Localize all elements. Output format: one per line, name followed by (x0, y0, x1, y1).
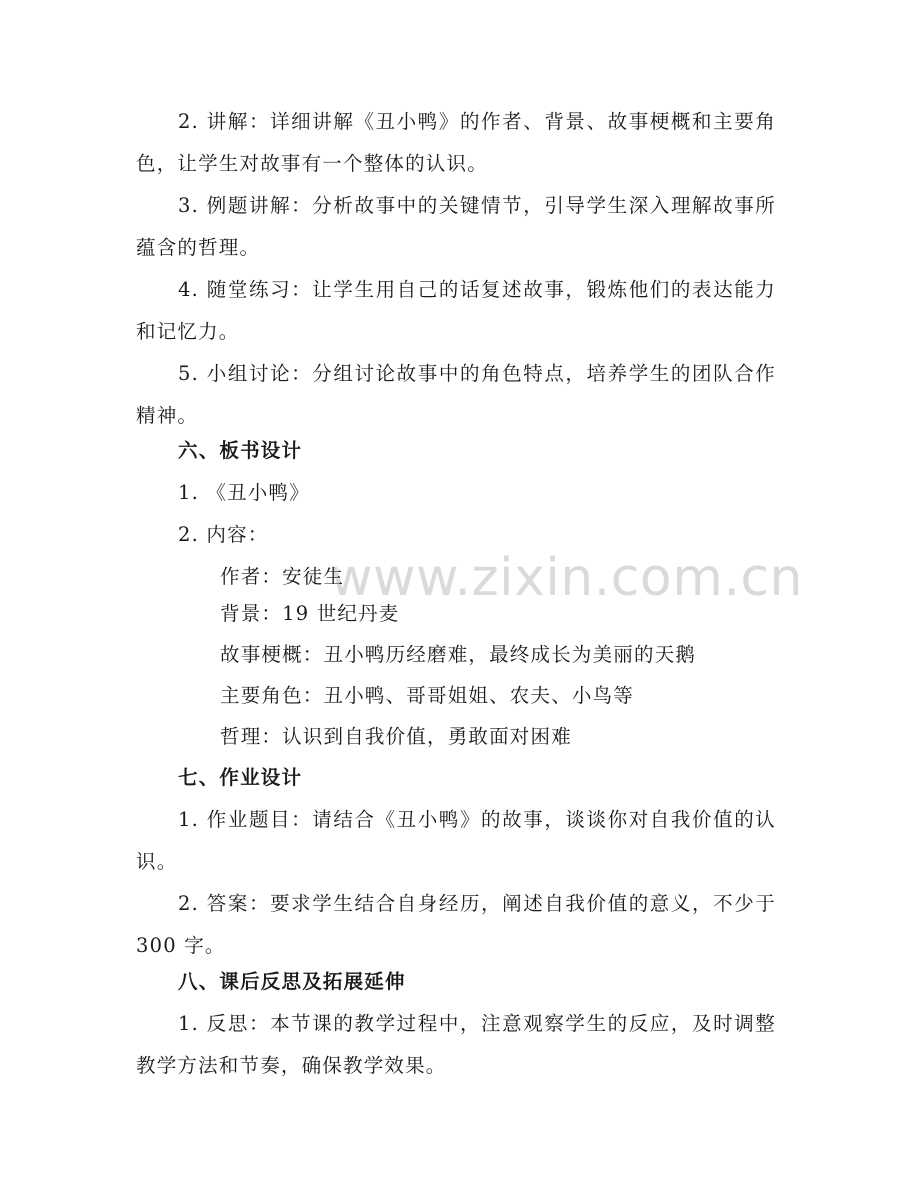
paragraph-practice: 4. 随堂练习：让学生用自己的话复述故事，锻炼他们的表达能力和记忆力。 (136, 278, 776, 343)
board-line-background: 背景：19 世纪丹麦 (220, 602, 400, 625)
paragraph-homework-question: 1. 作业题目：请结合《丑小鸭》的故事，谈谈你对自我价值的认识。 (136, 808, 776, 873)
board-line-philosophy: 哲理：认识到自我价值，勇敢面对困难 (220, 725, 572, 748)
board-item-title: 1. 《丑小鸭》 (178, 481, 310, 504)
board-line-author: 作者：安徒生 (220, 565, 345, 588)
watermark: www.zixin.com.cn (330, 548, 803, 608)
paragraph-homework-answer: 2. 答案：要求学生结合自身经历，阐述自我价值的意义，不少于 300 字。 (136, 892, 776, 957)
paragraph-example: 3. 例题讲解：分析故事中的关键情节，引导学生深入理解故事所蕴含的哲理。 (136, 194, 776, 259)
board-item-content: 2. 内容： (178, 523, 269, 546)
paragraph-reflection: 1. 反思：本节课的教学过程中，注意观察学生的反应，及时调整教学方法和节奏，确保教学效果。 (136, 1012, 776, 1077)
section-heading-homework: 七、作业设计 (178, 766, 303, 789)
paragraph-explain: 2. 讲解：详细讲解《丑小鸭》的作者、背景、故事梗概和主要角色，让学生对故事有一个整体的认识。 (136, 110, 776, 175)
paragraph-group-discussion: 5. 小组讨论：分组讨论故事中的角色特点，培养学生的团队合作精神。 (136, 362, 776, 427)
section-heading-board-design: 六、板书设计 (178, 439, 303, 462)
board-line-summary: 故事梗概：丑小鸭历经磨难，最终成长为美丽的天鹅 (220, 643, 697, 666)
board-line-roles: 主要角色：丑小鸭、哥哥姐姐、农夫、小鸟等 (220, 684, 635, 707)
section-heading-reflection: 八、课后反思及拓展延伸 (178, 970, 406, 993)
